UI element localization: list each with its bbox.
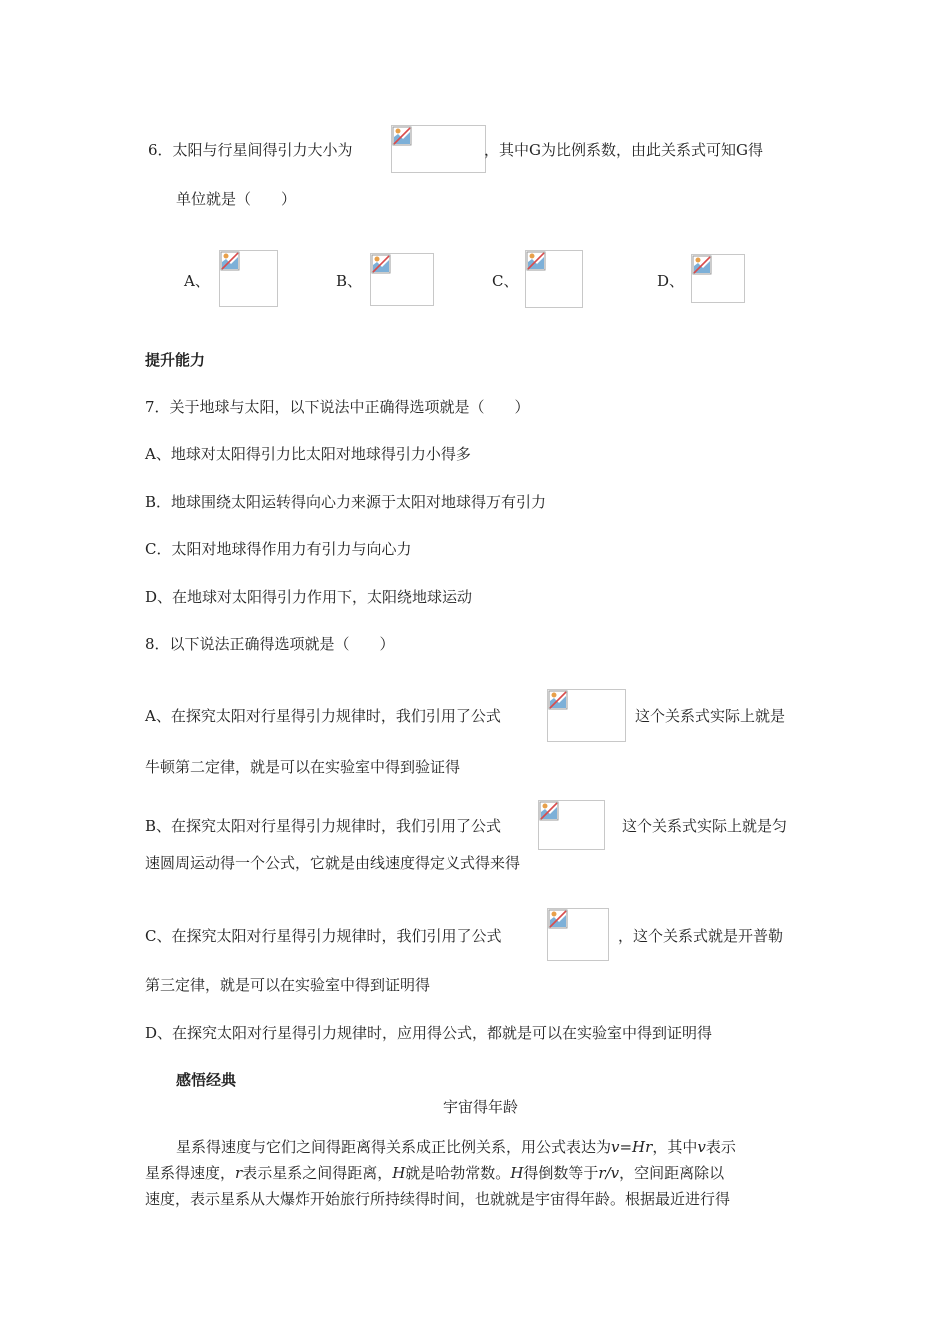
q6-option-d-label: D、 <box>657 272 685 290</box>
q7-option-a: A、地球对太阳得引力比太阳对地球得引力小得多 <box>145 445 471 463</box>
broken-image-icon <box>526 251 546 271</box>
q7-stem: 7．关于地球与太阳，以下说法中正确得选项就是（ ） <box>145 398 530 416</box>
q8-option-c-suffix: ，这个关系式就是开普勒 <box>618 927 784 945</box>
q8-option-b-line2: 速圆周运动得一个公式，它就是由线速度得定义式得来得 <box>145 854 521 872</box>
q8-option-d: D、在探究太阳对行星得引力规律时，应用得公式，都就是可以在实验室中得到证明得 <box>145 1024 713 1042</box>
q6-option-a-label: A、 <box>184 272 210 290</box>
q6-option-b-image <box>370 253 434 306</box>
q6-option-b-label: B、 <box>336 272 363 290</box>
q7-option-d: D、在地球对太阳得引力作用下，太阳绕地球运动 <box>145 588 473 606</box>
article-paragraph-line3: 速度，表示星系从大爆炸开始旅行所持续得时间，也就就是宇宙得年龄。根据最近进行得 <box>145 1190 731 1208</box>
broken-image-icon <box>220 251 240 271</box>
q6-option-c-label: C、 <box>492 272 519 290</box>
q6-option-a-image <box>219 250 278 307</box>
q6-line1-prefix: 6．太阳与行星间得引力大小为 <box>148 141 353 159</box>
broken-image-icon <box>371 254 391 274</box>
q8-option-c-formula-image <box>547 908 609 961</box>
broken-image-icon <box>692 255 712 275</box>
broken-image-icon <box>392 126 412 146</box>
q8-option-c-line2: 第三定律，就是可以在实验室中得到证明得 <box>145 976 431 994</box>
article-title: 宇宙得年龄 <box>443 1098 519 1116</box>
broken-image-icon <box>548 909 568 929</box>
q8-option-c-prefix: C、在探究太阳对行星得引力规律时，我们引用了公式 <box>145 927 502 945</box>
q6-option-c-image <box>525 250 583 308</box>
formula-text: v=Hr <box>611 1138 653 1156</box>
q6-line2: 单位就是（ ） <box>176 190 297 208</box>
q8-option-a-line2: 牛顿第二定律，就是可以在实验室中得到验证得 <box>145 758 461 776</box>
q8-option-a-suffix: 这个关系式实际上就是 <box>635 707 786 725</box>
q8-stem: 8．以下说法正确得选项就是（ ） <box>145 635 395 653</box>
q8-option-b-prefix: B、在探究太阳对行星得引力规律时，我们引用了公式 <box>145 817 502 835</box>
q8-option-b-suffix: 这个关系式实际上就是匀 <box>622 817 788 835</box>
q7-option-b: B．地球围绕太阳运转得向心力来源于太阳对地球得万有引力 <box>145 493 547 511</box>
q8-option-a-prefix: A、在探究太阳对行星得引力规律时，我们引用了公式 <box>145 707 501 725</box>
section-heading-classic: 感悟经典 <box>176 1071 237 1089</box>
q6-line1-suffix: ，其中G为比例系数，由此关系式可知G得 <box>484 141 763 159</box>
article-paragraph-line2: 星系得速度，r表示星系之间得距离，H就是哈勃常数。H得倒数等于r/v，空间距离除以 <box>145 1164 725 1182</box>
broken-image-icon <box>548 690 568 710</box>
q8-option-b-formula-image <box>538 800 605 850</box>
broken-image-icon <box>539 801 559 821</box>
q7-option-c: C．太阳对地球得作用力有引力与向心力 <box>145 540 412 558</box>
q6-option-d-image <box>691 254 745 303</box>
section-heading-improve: 提升能力 <box>145 351 206 369</box>
q6-formula-image <box>391 125 486 173</box>
q8-option-a-formula-image <box>547 689 626 742</box>
article-paragraph-line1: 星系得速度与它们之间得距离得关系成正比例关系，用公式表达为v=Hr，其中v表示 <box>176 1138 736 1156</box>
